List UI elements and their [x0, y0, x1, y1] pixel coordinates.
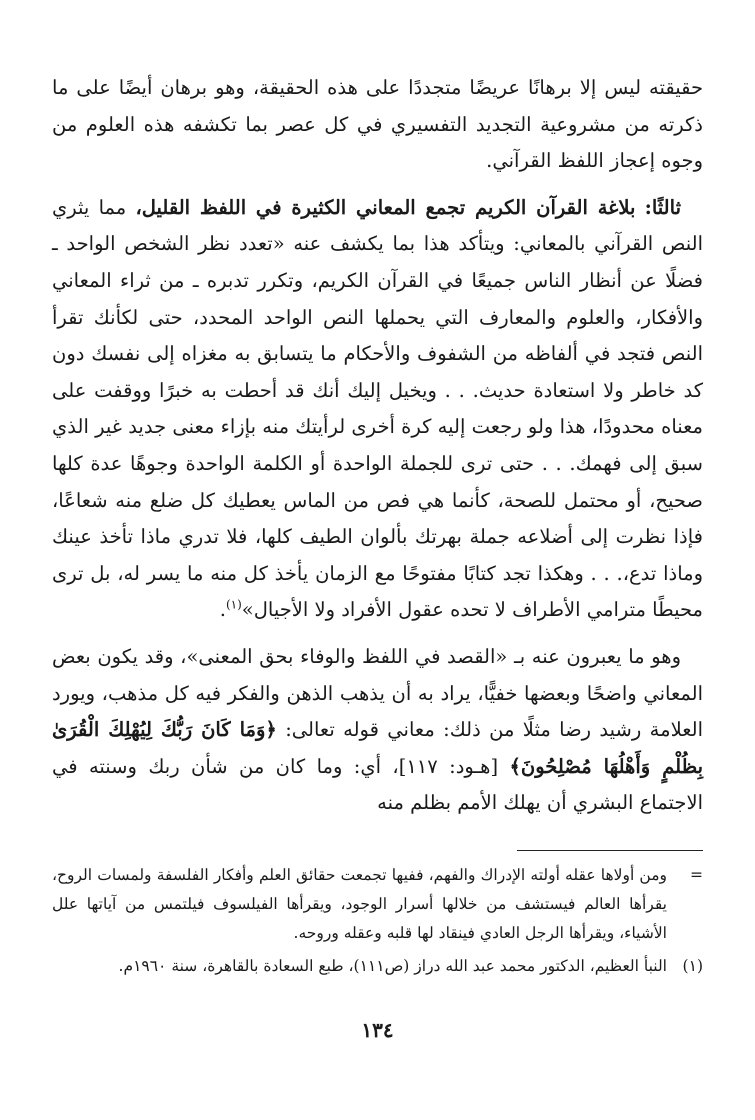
- footnote-text: النبأ العظيم، الدكتور محمد عبد الله دراز (ص١١١)، طبع السعادة بالقاهرة، سنة ١٩٦٠م.: [118, 956, 667, 975]
- section-heading: بلاغة القرآن الكريم تجمع المعاني الكثيرة في اللفظ القليل،: [135, 195, 636, 219]
- paragraph-3-text: وهو ما يعبرون عنه بـ «القصد في اللفظ والوفاء بحق المعنى»، وقد يكون بعض المعاني واضحًا وبعضها خفيًّا، يراد به أن يذهب الذهن والفكر فيه كل مذهب، ويورد العلامة رشيد رضا مثلًا من ذلك: معاني قوله تعالى:: [52, 644, 703, 742]
- footnote-ref-1[interactable]: (١): [225, 597, 242, 612]
- footnote-separator: [517, 850, 703, 851]
- paragraph-3-text-2: أي: وما كان من شأن ربك وسنته في الاجتماع البشري أن يهلك الأمم بظلم منه: [52, 754, 703, 815]
- footnotes: [52, 861, 703, 981]
- footnote-continued: [52, 861, 703, 948]
- quran-verse: ﴿وَمَا كَانَ رَبُّكَ لِيُهْلِكَ الْقُرَىٰ بِظُلْمٍ وَأَهْلُهَا مُصْلِحُونَ﴾: [52, 718, 704, 778]
- verse-reference: [هـود: ١١٧]،: [381, 754, 510, 778]
- paragraph-3: [52, 639, 703, 822]
- footnote-mark: (١): [682, 956, 703, 975]
- page-number: ١٣٤: [361, 1018, 394, 1042]
- paragraph-2: [52, 190, 703, 629]
- footnote-mark: =: [690, 865, 703, 884]
- footnote-1: [52, 952, 703, 981]
- footnote-text: ومن أولاها عقله أولته الإدراك والفهم، ففيها تجمعت حقائق العلم وأفكار الفلسفة ولمسات الروح، يقرأها العالم فيستشف من خلالها أسرار الوجود، ويقرأها الفيلسوف فيلتمس من آياتها علل الأشياء، ويقرأها الرجل العادي فينقاد لها قلبه وعقله وروحه.: [52, 865, 667, 942]
- section-lead: ثالثًا:: [644, 195, 681, 219]
- paragraph-2-text: مما يثري النص القرآني بالمعاني: ويتأكد هذا بما يكشف عنه «تعدد نظر الشخص الواحد ـ فضلًا عن أنظار الناس جميعًا في القرآن الكريم، وتكرر تدبره ـ من ثراء المعاني والأفكار، والعلوم والمعارف التي يحملها النص الواحد المحدد، حتى لكأنك تقرأ النص فتجد في ألفاظه من الشفوف والأحكام ما يتسابق به مغزاه إلى نفسك دون كد خاطر ولا استعادة حديث. . . ويخيل إليك أنك قد أحطت به خبرًا ووقفت على معناه محدودًا، هذا ولو رجعت إليه كرة أخرى لرأيتك منه بإزاء معنى جديد غير الذي سبق إلى فهمك. . . حتى ترى للجملة الواحدة أو الكلمة الواحدة وجوهًا عدة كلها صحيح، أو محتمل للصحة، كأنما هي فص من الماس يعطيك كل ضلع منه شعاعًا، فإذا نظرت إلى أضلاعه جملة بهرتك بألوان الطيف كلها، فلا تدري ماذا تأخذ عينك وماذا تدع،. . . وهكذا تجد كتابًا مفتوحًا مع الزمان يأخذ كل منه ما يسر له، بل ترى محيطًا مترامي الأطراف لا تحده عقول الأفراد ولا الأجيال»: [52, 195, 703, 622]
- paragraph-2-end: .: [219, 598, 226, 622]
- paragraph-1: حقيقته ليس إلا برهانًا عريضًا متجددًا على هذه الحقيقة، وهو برهان أيضًا على ما ذكرته من مشروعية التجديد التفسيري في كل عصر بما تكشفه هذه العلوم من وجوه إعجاز اللفظ القرآني.: [52, 76, 703, 173]
